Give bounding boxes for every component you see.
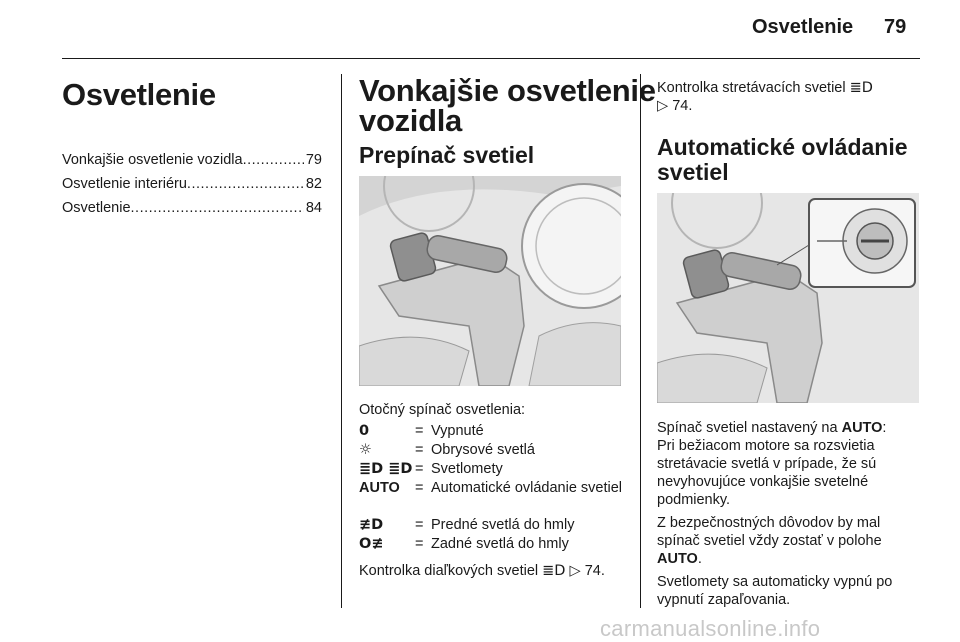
ignition-paragraph: Svetlomety sa automaticky vypnú po vypnutí zapaľovania. xyxy=(657,574,893,608)
page-reference-icon: ▷ xyxy=(569,563,581,579)
toc-leader xyxy=(131,199,304,217)
page-reference-link[interactable]: 74. xyxy=(672,98,693,114)
safety-paragraph: Z bezpečnostných dôvodov by mal spínač svetiel vždy zostať v polohe AUTO. xyxy=(657,515,882,567)
header-divider xyxy=(62,58,920,59)
toc-page: 82 xyxy=(305,176,322,192)
auto-light-switch-illustration xyxy=(657,193,919,403)
low-beam-icon: ≣D xyxy=(849,80,873,96)
auto-term: AUTO xyxy=(657,551,698,567)
light-switch-drawing xyxy=(359,176,621,386)
auto-mode-paragraph: Spínač svetiel nastavený na AUTO: Pri bežiacom motore sa rozsvietia stretávacie svetlá v prípade, že sú nevyhovujúce vonkajšie svetelné podmienky. xyxy=(657,420,887,508)
column-divider-2 xyxy=(640,74,641,608)
subsection-heading: Prepínač svetiel xyxy=(359,142,535,168)
column-divider-1 xyxy=(341,74,342,608)
front-fog-icon: ≢D xyxy=(359,517,384,533)
page-number: 79 xyxy=(884,16,907,38)
legend-caption: Otočný spínač osvetlenia: xyxy=(359,402,526,418)
low-beam-note: Kontrolka stretávacích svetiel ≣D ▷ 74. xyxy=(657,80,873,114)
section-heading-line1: Vonkajšie osvetlenie xyxy=(359,73,656,108)
toc-entry[interactable] xyxy=(62,151,322,169)
auto-term: AUTO xyxy=(841,420,883,436)
section-heading-line2: vozidla xyxy=(359,103,462,138)
toc-label: Vonkajšie osvetlenie vozidla xyxy=(62,152,243,168)
page-reference-link[interactable]: 74. xyxy=(584,563,605,579)
toc-page: 79 xyxy=(305,152,322,168)
toc-entry[interactable] xyxy=(62,199,322,217)
headlights-icon: ≣D ≣D xyxy=(359,461,413,477)
running-header-title: Osvetlenie xyxy=(752,16,854,38)
auto-light-switch-drawing xyxy=(657,193,919,403)
chapter-heading: Osvetlenie xyxy=(62,77,216,112)
toc-page: 84 xyxy=(305,200,322,216)
page-reference-icon: ▷ xyxy=(657,98,669,114)
high-beam-icon: ≣D xyxy=(542,563,566,579)
toc-label: Osvetlenie interiéru xyxy=(62,176,187,192)
watermark: carmanualsonline.info xyxy=(600,616,821,641)
toc-leader xyxy=(187,175,304,193)
high-beam-note: Kontrolka diaľkových svetiel ≣D ▷ 74. xyxy=(359,563,605,579)
section-heading xyxy=(359,73,656,138)
auto-symbol: AUTO xyxy=(359,480,400,496)
toc-label: Osvetlenie xyxy=(62,200,131,216)
parking-lights-icon: ☼ xyxy=(359,442,372,458)
toc-entry[interactable] xyxy=(62,175,322,193)
off-symbol: 0 xyxy=(359,423,370,439)
light-switch-illustration xyxy=(359,176,621,386)
rear-fog-icon: O≢ xyxy=(359,536,384,552)
subsection-heading: Automatické ovládanie svetiel xyxy=(657,134,908,185)
toc-leader xyxy=(243,151,304,169)
